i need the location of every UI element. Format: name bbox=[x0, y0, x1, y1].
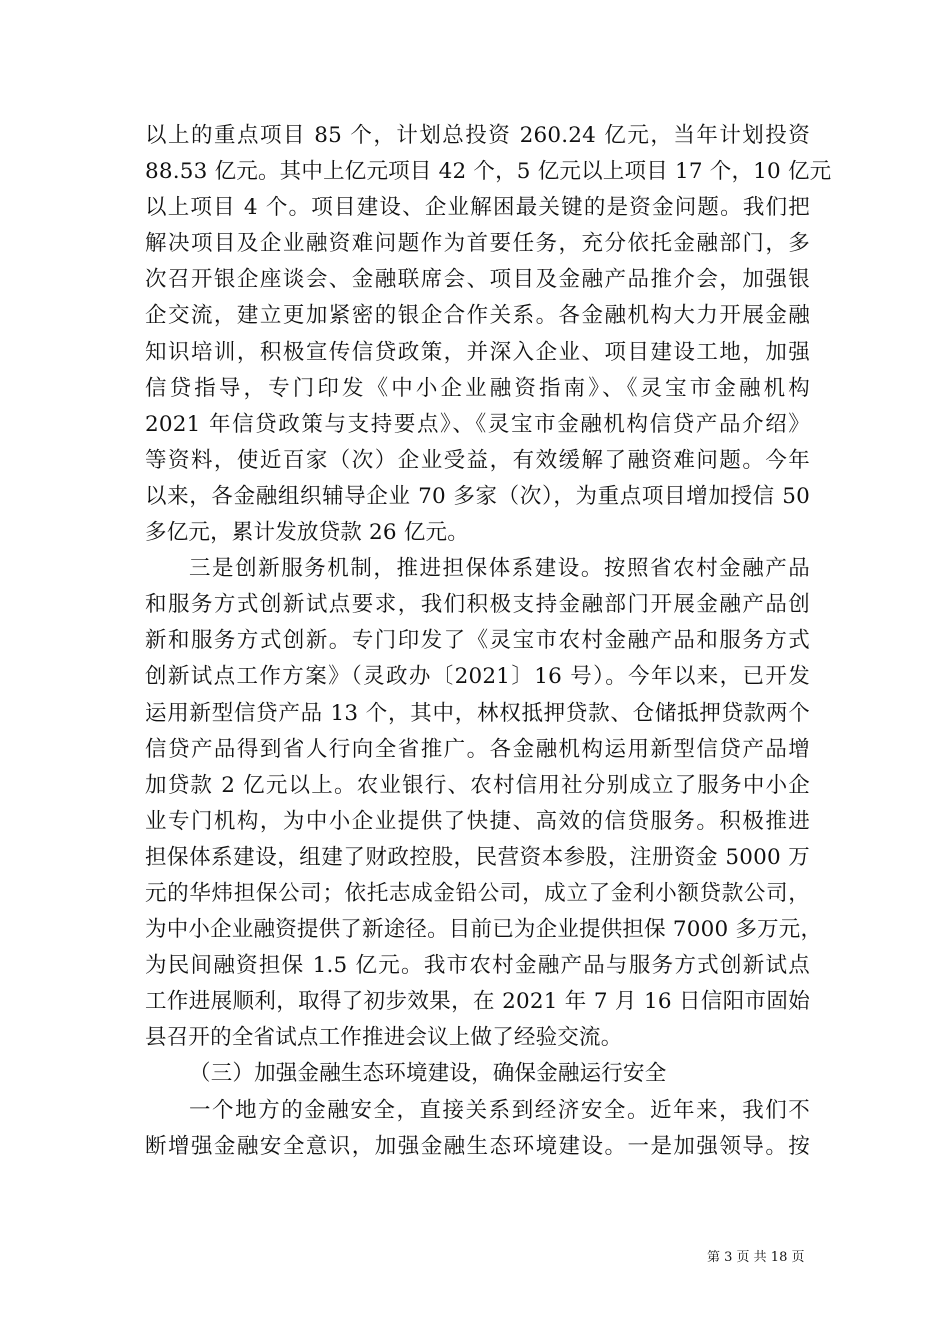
text-line: 和服务方式创新试点要求，我们积极支持金融部门开展金融产品创 bbox=[145, 592, 810, 618]
text-line: 88.53 亿元。其中上亿元项目 42 个，5 亿元以上项目 17 个，10 亿元 bbox=[145, 159, 832, 185]
paragraph-first-line: 三是创新服务机制，推进担保体系建设。按照省农村金融产品 bbox=[189, 556, 810, 582]
text-line: 新和服务方式创新。专门印发了《灵宝市农村金融产品和服务方式 bbox=[145, 628, 810, 654]
text-line: 加贷款 2 亿元以上。农业银行、农村信用社分别成立了服务中小企 bbox=[145, 772, 810, 798]
text-line: 创新试点工作方案》（灵政办〔2021〕16 号）。今年以来，已开发 bbox=[145, 664, 810, 690]
text-line: 以上项目 4 个。项目建设、企业解困最关键的是资金问题。我们把 bbox=[145, 195, 810, 221]
section-heading: （三）加强金融生态环境建设，确保金融运行安全 bbox=[189, 1061, 667, 1087]
text-line: 运用新型信贷产品 13 个，其中，林权抵押贷款、仓储抵押贷款两个 bbox=[145, 700, 810, 726]
text-line: 为中小企业融资提供了新途径。目前已为企业提供担保 7000 多万元， bbox=[145, 917, 823, 943]
text-line: 元的华炜担保公司；依托志成金铅公司，成立了金利小额贷款公司， bbox=[145, 880, 810, 906]
page-number: 第 3 页 共 18 页 bbox=[707, 1250, 805, 1265]
text-line: 次召开银企座谈会、金融联席会、项目及金融产品推介会，加强银 bbox=[145, 267, 810, 293]
text-line: 县召开的全省试点工作推进会议上做了经验交流。 bbox=[145, 1025, 623, 1051]
text-line: 工作进展顺利，取得了初步效果，在 2021 年 7 月 16 日信阳市固始 bbox=[145, 989, 810, 1015]
text-line: 2021 年信贷政策与支持要点》、《灵宝市金融机构信贷产品介绍》 bbox=[145, 411, 810, 437]
text-line: 断增强金融安全意识，加强金融生态环境建设。一是加强领导。按 bbox=[145, 1133, 810, 1159]
text-line: 等资料，使近百家（次）企业受益，有效缓解了融资难问题。今年 bbox=[145, 447, 810, 473]
paragraph-first-line: 一个地方的金融安全，直接关系到经济安全。近年来，我们不 bbox=[189, 1097, 810, 1123]
text-line: 以来，各金融组织辅导企业 70 多家（次），为重点项目增加授信 50 bbox=[145, 483, 810, 509]
document-body bbox=[145, 118, 832, 1165]
text-line: 业专门机构，为中小企业提供了快捷、高效的信贷服务。积极推进 bbox=[145, 808, 810, 834]
text-line: 为民间融资担保 1.5 亿元。我市农村金融产品与服务方式创新试点 bbox=[145, 953, 810, 979]
text-line: 担保体系建设，组建了财政控股，民营资本参股，注册资金 5000 万 bbox=[145, 844, 810, 870]
text-line: 以上的重点项目 85 个，计划总投资 260.24 亿元，当年计划投资 bbox=[145, 123, 810, 148]
text-line: 多亿元，累计发放贷款 26 亿元。 bbox=[145, 520, 469, 546]
text-line: 信贷产品得到省人行向全省推广。各金融机构运用新型信贷产品增 bbox=[145, 736, 810, 762]
text-line: 企交流，建立更加紧密的银企合作关系。各金融机构大力开展金融 bbox=[145, 303, 810, 329]
text-line: 信贷指导，专门印发《中小企业融资指南》、《灵宝市金融机构 bbox=[145, 375, 810, 401]
text-line: 知识培训，积极宣传信贷政策，并深入企业、项目建设工地，加强 bbox=[145, 339, 810, 365]
text-line: 解决项目及企业融资难问题作为首要任务，充分依托金融部门，多 bbox=[145, 231, 810, 257]
